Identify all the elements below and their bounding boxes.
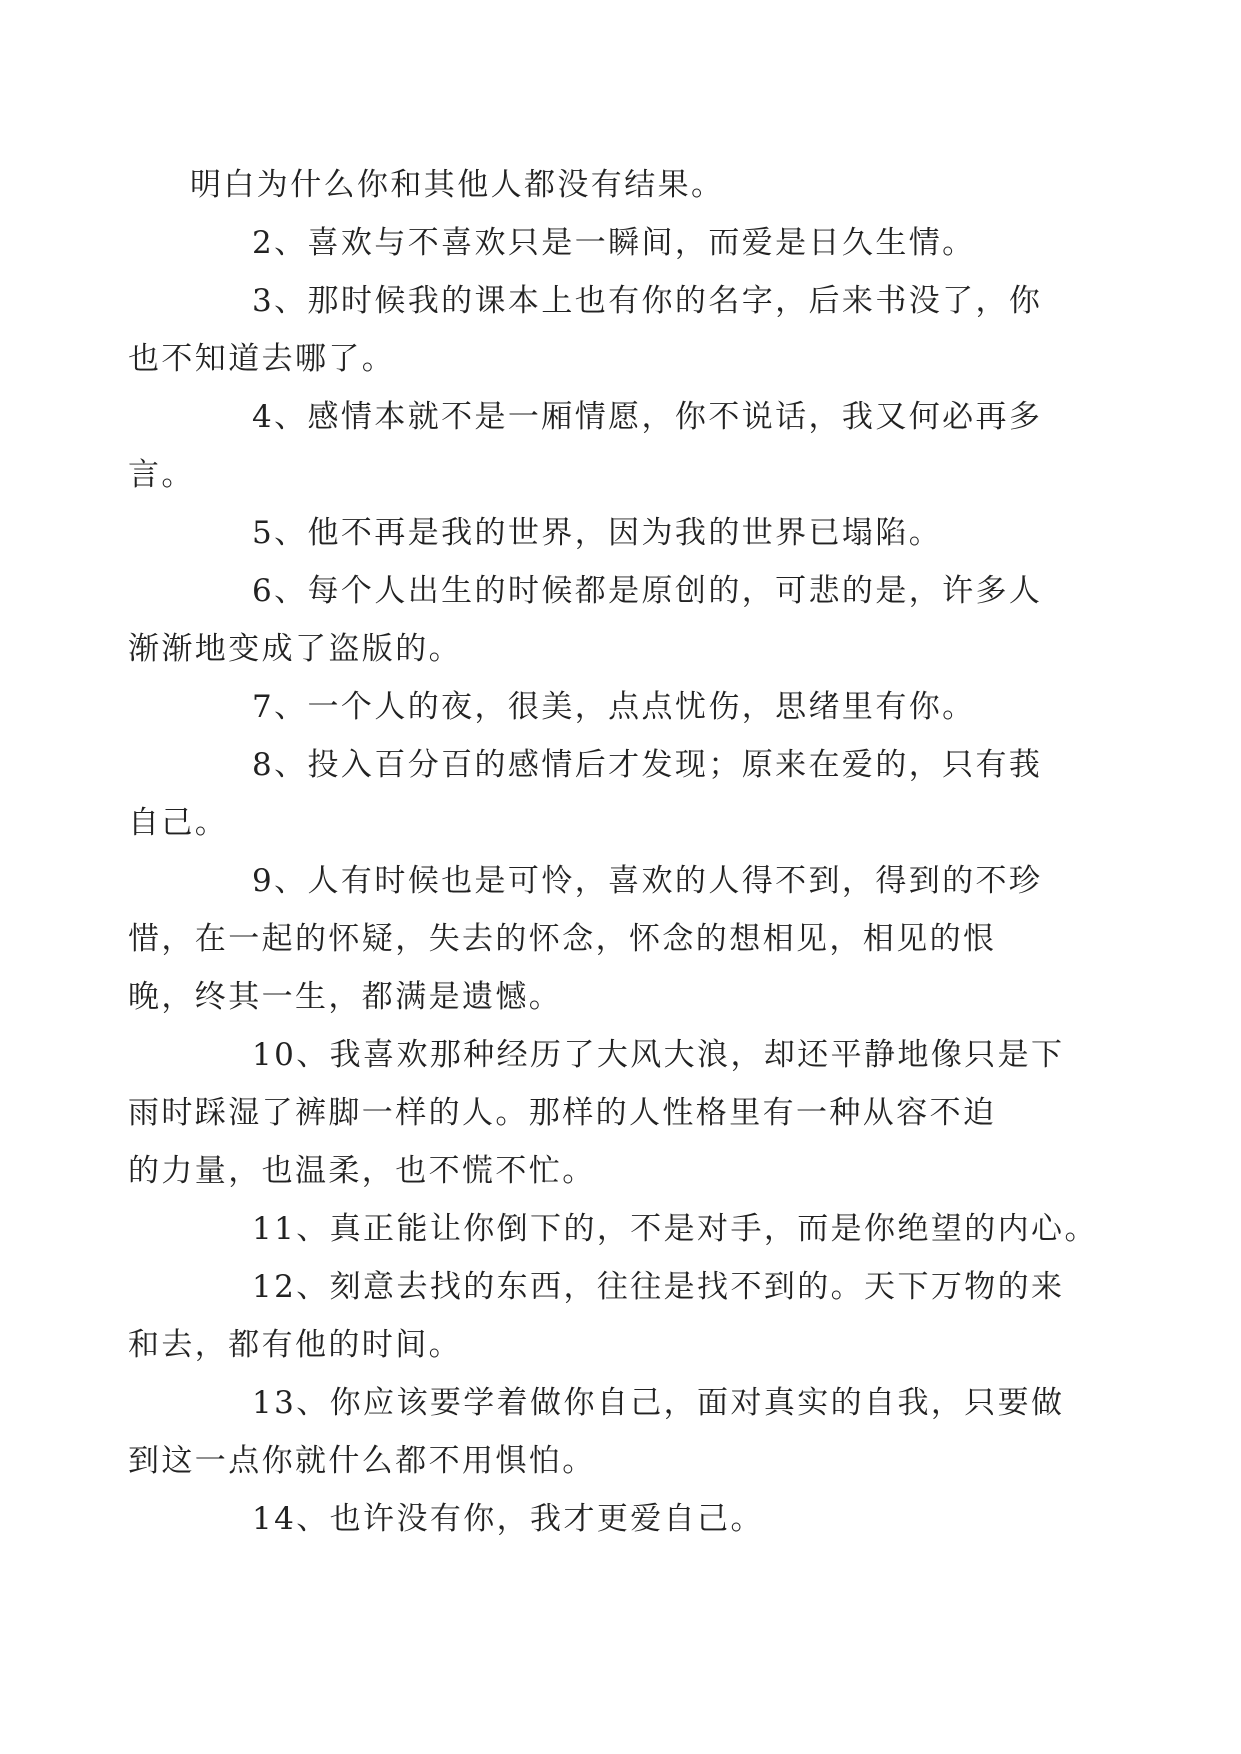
quote-paragraph-7 <box>190 678 1052 736</box>
text-line: 4、感情本就不是一厢情愿，你不说话，我又何必再多 <box>252 399 1043 435</box>
text-line: 13、你应该要学着做你自己，面对真实的自我，只要做 <box>252 1385 1065 1421</box>
text-line: 8、投入百分百的感情后才发现；原来在爱的，只有莪 <box>252 747 1043 783</box>
text-line: 言。 <box>128 457 195 493</box>
text-line: 雨时踩湿了裤脚一样的人。那样的人性格里有一种从容不迫 <box>128 1095 997 1131</box>
text-line: 自己。 <box>128 805 229 841</box>
text-line: 和去，都有他的时间。 <box>128 1327 462 1363</box>
text-line: 10、我喜欢那种经历了大风大浪，却还平静地像只是下 <box>252 1037 1065 1073</box>
quote-paragraph-6 <box>128 562 1052 678</box>
quote-paragraph-9 <box>128 852 1052 1026</box>
text-line: 6、每个人出生的时候都是原创的，可悲的是，许多人 <box>252 573 1043 609</box>
text-line: 9、人有时候也是可怜，喜欢的人得不到，得到的不珍 <box>252 863 1043 899</box>
quote-paragraph-4 <box>128 388 1052 504</box>
quote-paragraph-13 <box>128 1374 1065 1490</box>
text-line: 也不知道去哪了。 <box>128 341 396 377</box>
quote-paragraph-10 <box>128 1026 1065 1200</box>
quote-paragraph-14 <box>190 1490 1052 1548</box>
text-line: 2、喜欢与不喜欢只是一瞬间，而爱是日久生情。 <box>252 225 976 261</box>
quote-paragraph-3 <box>128 272 1052 388</box>
text-line: 晚，终其一生，都满是遗憾。 <box>128 979 563 1015</box>
quote-paragraph-8 <box>128 736 1052 852</box>
text-line: 11、真正能让你倒下的，不是对手，而是你绝望的内心。 <box>252 1211 1098 1247</box>
text-line: 14、也许没有你，我才更爱自己。 <box>252 1501 764 1537</box>
text-line: 到这一点你就什么都不用惧怕。 <box>128 1443 596 1479</box>
text-line: 渐渐地变成了盗版的。 <box>128 631 462 667</box>
text-line: 的力量，也温柔，也不慌不忙。 <box>128 1153 596 1189</box>
quote-paragraph-11 <box>190 1200 1098 1258</box>
paragraph-continuation <box>190 156 1052 214</box>
text-line: 明白为什么你和其他人都没有结果。 <box>190 167 725 203</box>
text-line: 7、一个人的夜，很美，点点忧伤，思绪里有你。 <box>252 689 976 725</box>
quote-paragraph-2 <box>190 214 1052 272</box>
document-body <box>128 156 1098 1548</box>
text-line: 5、他不再是我的世界，因为我的世界已塌陷。 <box>252 515 943 551</box>
text-line: 3、那时候我的课本上也有你的名字，后来书没了，你 <box>252 283 1043 319</box>
quote-paragraph-12 <box>128 1258 1065 1374</box>
text-line: 惜，在一起的怀疑，失去的怀念，怀念的想相见，相见的恨 <box>128 921 997 957</box>
text-line: 12、刻意去找的东西，往往是找不到的。天下万物的来 <box>252 1269 1065 1305</box>
quote-paragraph-5 <box>190 504 1052 562</box>
